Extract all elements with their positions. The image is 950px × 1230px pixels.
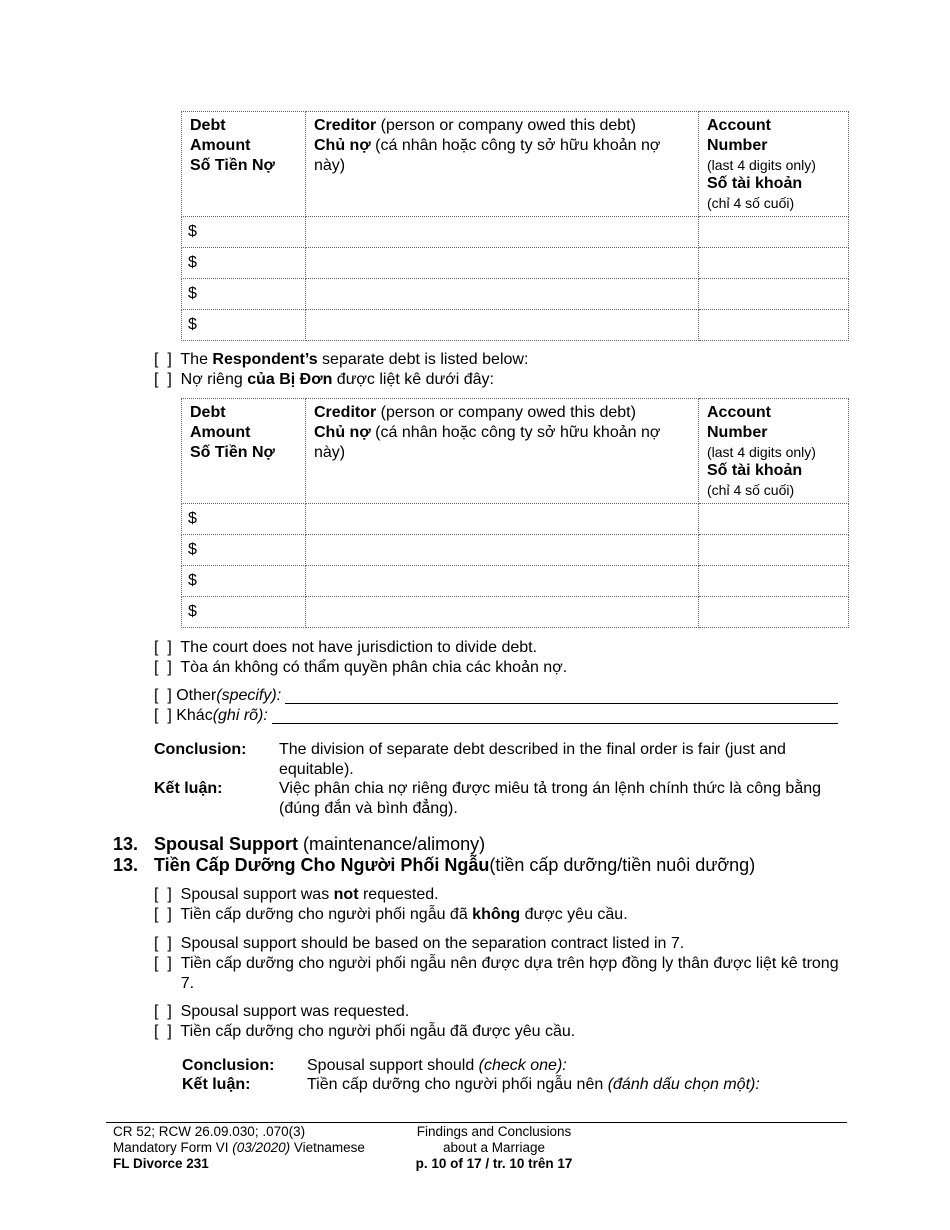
footer-form-pre: Mandatory Form VI [113, 1140, 233, 1155]
not-requested-pre-vi: Tiền cấp dưỡng cho người phối ngẫu đã [180, 906, 473, 923]
requested-text-vi: Tiền cấp dưỡng cho người phối ngẫu đã được yêu cầu. [180, 1023, 576, 1040]
conclusion-spousal [182, 1056, 842, 1096]
section-number-vi: 13. [113, 855, 139, 875]
debt-table-2 [181, 398, 849, 628]
conclusion-italic: (check one): [478, 1057, 567, 1074]
no-jurisdiction-checkbox-vi[interactable]: [ ] [154, 659, 172, 676]
creditor-cell[interactable] [306, 504, 699, 535]
table-header-row [182, 112, 849, 217]
conclusion-debt [154, 740, 834, 820]
footer-form-date: (03/2020) [232, 1140, 291, 1155]
respondent-checkbox[interactable]: [ ] [154, 351, 172, 368]
no-jurisdiction-text: The court does not have jurisdiction to divide debt. [180, 639, 538, 656]
conclusion-text-vi: Việc phân chia nợ riêng được miêu tả trong án lệnh chính thức là công bằng (đúng đắn và bình đẳng). [279, 780, 822, 817]
footer-title-2: about a Marriage [442, 1140, 546, 1155]
header-creditor-label: Creditor [314, 404, 377, 421]
not-requested-post-vi: được yêu cầu. [520, 906, 628, 923]
other-input-line-vi[interactable] [272, 706, 838, 724]
header-creditor [306, 112, 699, 217]
account-cell[interactable] [699, 217, 849, 248]
contract-text-vi: Tiền cấp dưỡng cho người phối ngẫu nên được dựa trên hợp đồng ly thân được liệt kê trong 7. [180, 955, 839, 992]
debt-amount-cell[interactable] [182, 248, 306, 279]
table-row [182, 217, 849, 248]
header-creditor-desc: (person or company owed this debt) [376, 117, 636, 134]
account-cell[interactable] [699, 597, 849, 628]
header-amount-en: Debt Amount [190, 117, 251, 154]
table-row [182, 504, 849, 535]
footer-left [113, 1124, 365, 1172]
account-cell[interactable] [699, 535, 849, 566]
header-account-note: (last 4 digits only) [707, 444, 816, 460]
section-number: 13. [113, 834, 139, 854]
footer-divider [106, 1122, 847, 1123]
debt-amount-cell[interactable] [182, 217, 306, 248]
header-account [699, 399, 849, 504]
requested-text: Spousal support was requested. [180, 1003, 410, 1020]
header-account-label: Account Number [707, 117, 771, 154]
creditor-cell[interactable] [306, 566, 699, 597]
respondent-pre-vi: Nợ riêng [180, 371, 248, 388]
conclusion-text: The division of separate debt described in the final order is fair (just and equitable). [279, 741, 786, 778]
header-creditor-label-vi: Chủ nợ [314, 424, 371, 441]
header-amount-vi: Số Tiền Nợ [190, 157, 275, 174]
header-debt-amount [182, 112, 306, 217]
not-requested-checkbox[interactable]: [ ] [154, 886, 172, 903]
respondent-bold: Respondent’s [212, 351, 318, 368]
section-title: Spousal Support [154, 834, 298, 854]
section-title-vi: Tiền Cấp Dưỡng Cho Người Phối Ngẫu [154, 855, 490, 875]
contract-checkbox-vi[interactable]: [ ] [154, 955, 172, 972]
debt-amount-cell[interactable] [182, 566, 306, 597]
header-account-label: Account Number [707, 404, 771, 441]
respondent-bold-vi: của Bị Đơn [247, 371, 333, 388]
footer-form-lang: Vietnamese [290, 1140, 365, 1155]
debt-amount-cell[interactable] [182, 279, 306, 310]
creditor-cell[interactable] [306, 217, 699, 248]
header-account-note: (last 4 digits only) [707, 157, 816, 173]
not-requested-post: requested. [358, 886, 439, 903]
header-account [699, 112, 849, 217]
dollar-sign: $ [188, 316, 197, 333]
respondent-checkbox-vi[interactable]: [ ] [154, 371, 172, 388]
header-account-label-vi: Số tài khoản [707, 462, 803, 479]
creditor-cell[interactable] [306, 310, 699, 341]
header-creditor-desc-vi: (cá nhân hoặc công ty sở hữu khoản nợ này) [314, 424, 661, 461]
other-specify-vi: (ghi rõ): [212, 707, 268, 724]
section-subtitle: (maintenance/alimony) [298, 834, 486, 854]
debt-amount-cell[interactable] [182, 597, 306, 628]
not-requested-checkbox-vi[interactable]: [ ] [154, 906, 172, 923]
table-row [182, 597, 849, 628]
requested-checkbox[interactable]: [ ] [154, 1003, 172, 1020]
dollar-sign: $ [188, 254, 197, 271]
conclusion-label: Conclusion: [154, 741, 247, 758]
header-amount-vi: Số Tiền Nợ [190, 444, 275, 461]
account-cell[interactable] [699, 504, 849, 535]
conclusion-text-vi: Tiền cấp dưỡng cho người phối ngẫu nên [307, 1076, 608, 1093]
account-cell[interactable] [699, 248, 849, 279]
dollar-sign: $ [188, 510, 197, 527]
header-amount-en: Debt Amount [190, 404, 251, 441]
not-requested-bold-vi: không [472, 906, 521, 923]
header-account-note-vi: (chỉ 4 số cuối) [707, 195, 795, 211]
not-requested-pre: Spousal support was [180, 886, 334, 903]
header-creditor [306, 399, 699, 504]
debt-amount-cell[interactable] [182, 535, 306, 566]
table-header-row [182, 399, 849, 504]
contract-text: Spousal support should be based on the separation contract listed in 7. [180, 935, 685, 952]
header-debt-amount [182, 399, 306, 504]
respondent-debt-option [154, 350, 528, 390]
debt-amount-cell[interactable] [182, 310, 306, 341]
no-jurisdiction-checkbox[interactable]: [ ] [154, 639, 172, 656]
other-option [154, 686, 838, 726]
table-row [182, 310, 849, 341]
conclusion-label: Conclusion: [182, 1057, 275, 1074]
account-cell[interactable] [699, 566, 849, 597]
header-account-label-vi: Số tài khoản [707, 175, 803, 192]
debt-table-1 [181, 111, 849, 341]
contract-checkbox[interactable]: [ ] [154, 935, 172, 952]
contract-option [154, 934, 844, 994]
requested-option [154, 1002, 575, 1042]
dollar-sign: $ [188, 603, 197, 620]
respondent-post-vi: được liệt kê dưới đây: [332, 371, 494, 388]
creditor-cell[interactable] [306, 279, 699, 310]
conclusion-text: Spousal support should [307, 1057, 479, 1074]
other-checkbox-vi[interactable]: [ ] [154, 707, 172, 724]
respondent-post: separate debt is listed below: [317, 351, 529, 368]
other-label-vi: Khác [176, 707, 213, 724]
no-jurisdiction-text-vi: Tòa án không có thẩm quyền phân chia các khoản nợ. [180, 659, 568, 676]
table-row [182, 566, 849, 597]
dollar-sign: $ [188, 285, 197, 302]
dollar-sign: $ [188, 223, 197, 240]
section-subtitle-vi: (tiền cấp dưỡng/tiền nuôi dưỡng) [489, 855, 756, 875]
account-cell[interactable] [699, 279, 849, 310]
conclusion-italic-vi: (đánh dấu chọn một): [607, 1076, 760, 1093]
dollar-sign: $ [188, 541, 197, 558]
header-creditor-label: Creditor [314, 117, 377, 134]
other-label: Other [176, 687, 217, 704]
footer-middle [411, 1124, 577, 1172]
header-account-note-vi: (chỉ 4 số cuối) [707, 482, 795, 498]
other-checkbox[interactable]: [ ] [154, 687, 172, 704]
dollar-sign: $ [188, 572, 197, 589]
creditor-cell[interactable] [306, 535, 699, 566]
table-row [182, 535, 849, 566]
debt-amount-cell[interactable] [182, 504, 306, 535]
footer-title: Findings and Conclusions [416, 1124, 572, 1139]
header-creditor-desc-vi: (cá nhân hoặc công ty sở hữu khoản nợ này) [314, 137, 661, 174]
creditor-cell[interactable] [306, 248, 699, 279]
conclusion-label-vi: Kết luận: [182, 1076, 251, 1093]
table-row [182, 248, 849, 279]
table-row [182, 279, 849, 310]
conclusion-label-vi: Kết luận: [154, 780, 223, 797]
footer-rcw: CR 52; RCW 26.09.030; .070(3) [113, 1124, 306, 1139]
footer-page-number: p. 10 of 17 / tr. 10 trên 17 [415, 1156, 573, 1171]
header-creditor-label-vi: Chủ nợ [314, 137, 371, 154]
not-requested-bold: not [333, 886, 359, 903]
requested-checkbox-vi[interactable]: [ ] [154, 1023, 172, 1040]
header-creditor-desc: (person or company owed this debt) [376, 404, 636, 421]
not-requested-option [154, 885, 628, 925]
respondent-pre: The [180, 351, 213, 368]
other-specify: (specify): [216, 687, 282, 704]
section-13-heading [113, 834, 833, 878]
footer-form-number: FL Divorce 231 [113, 1156, 209, 1171]
no-jurisdiction-option [154, 638, 567, 678]
creditor-cell[interactable] [306, 597, 699, 628]
other-input-line[interactable] [285, 686, 838, 704]
account-cell[interactable] [699, 310, 849, 341]
